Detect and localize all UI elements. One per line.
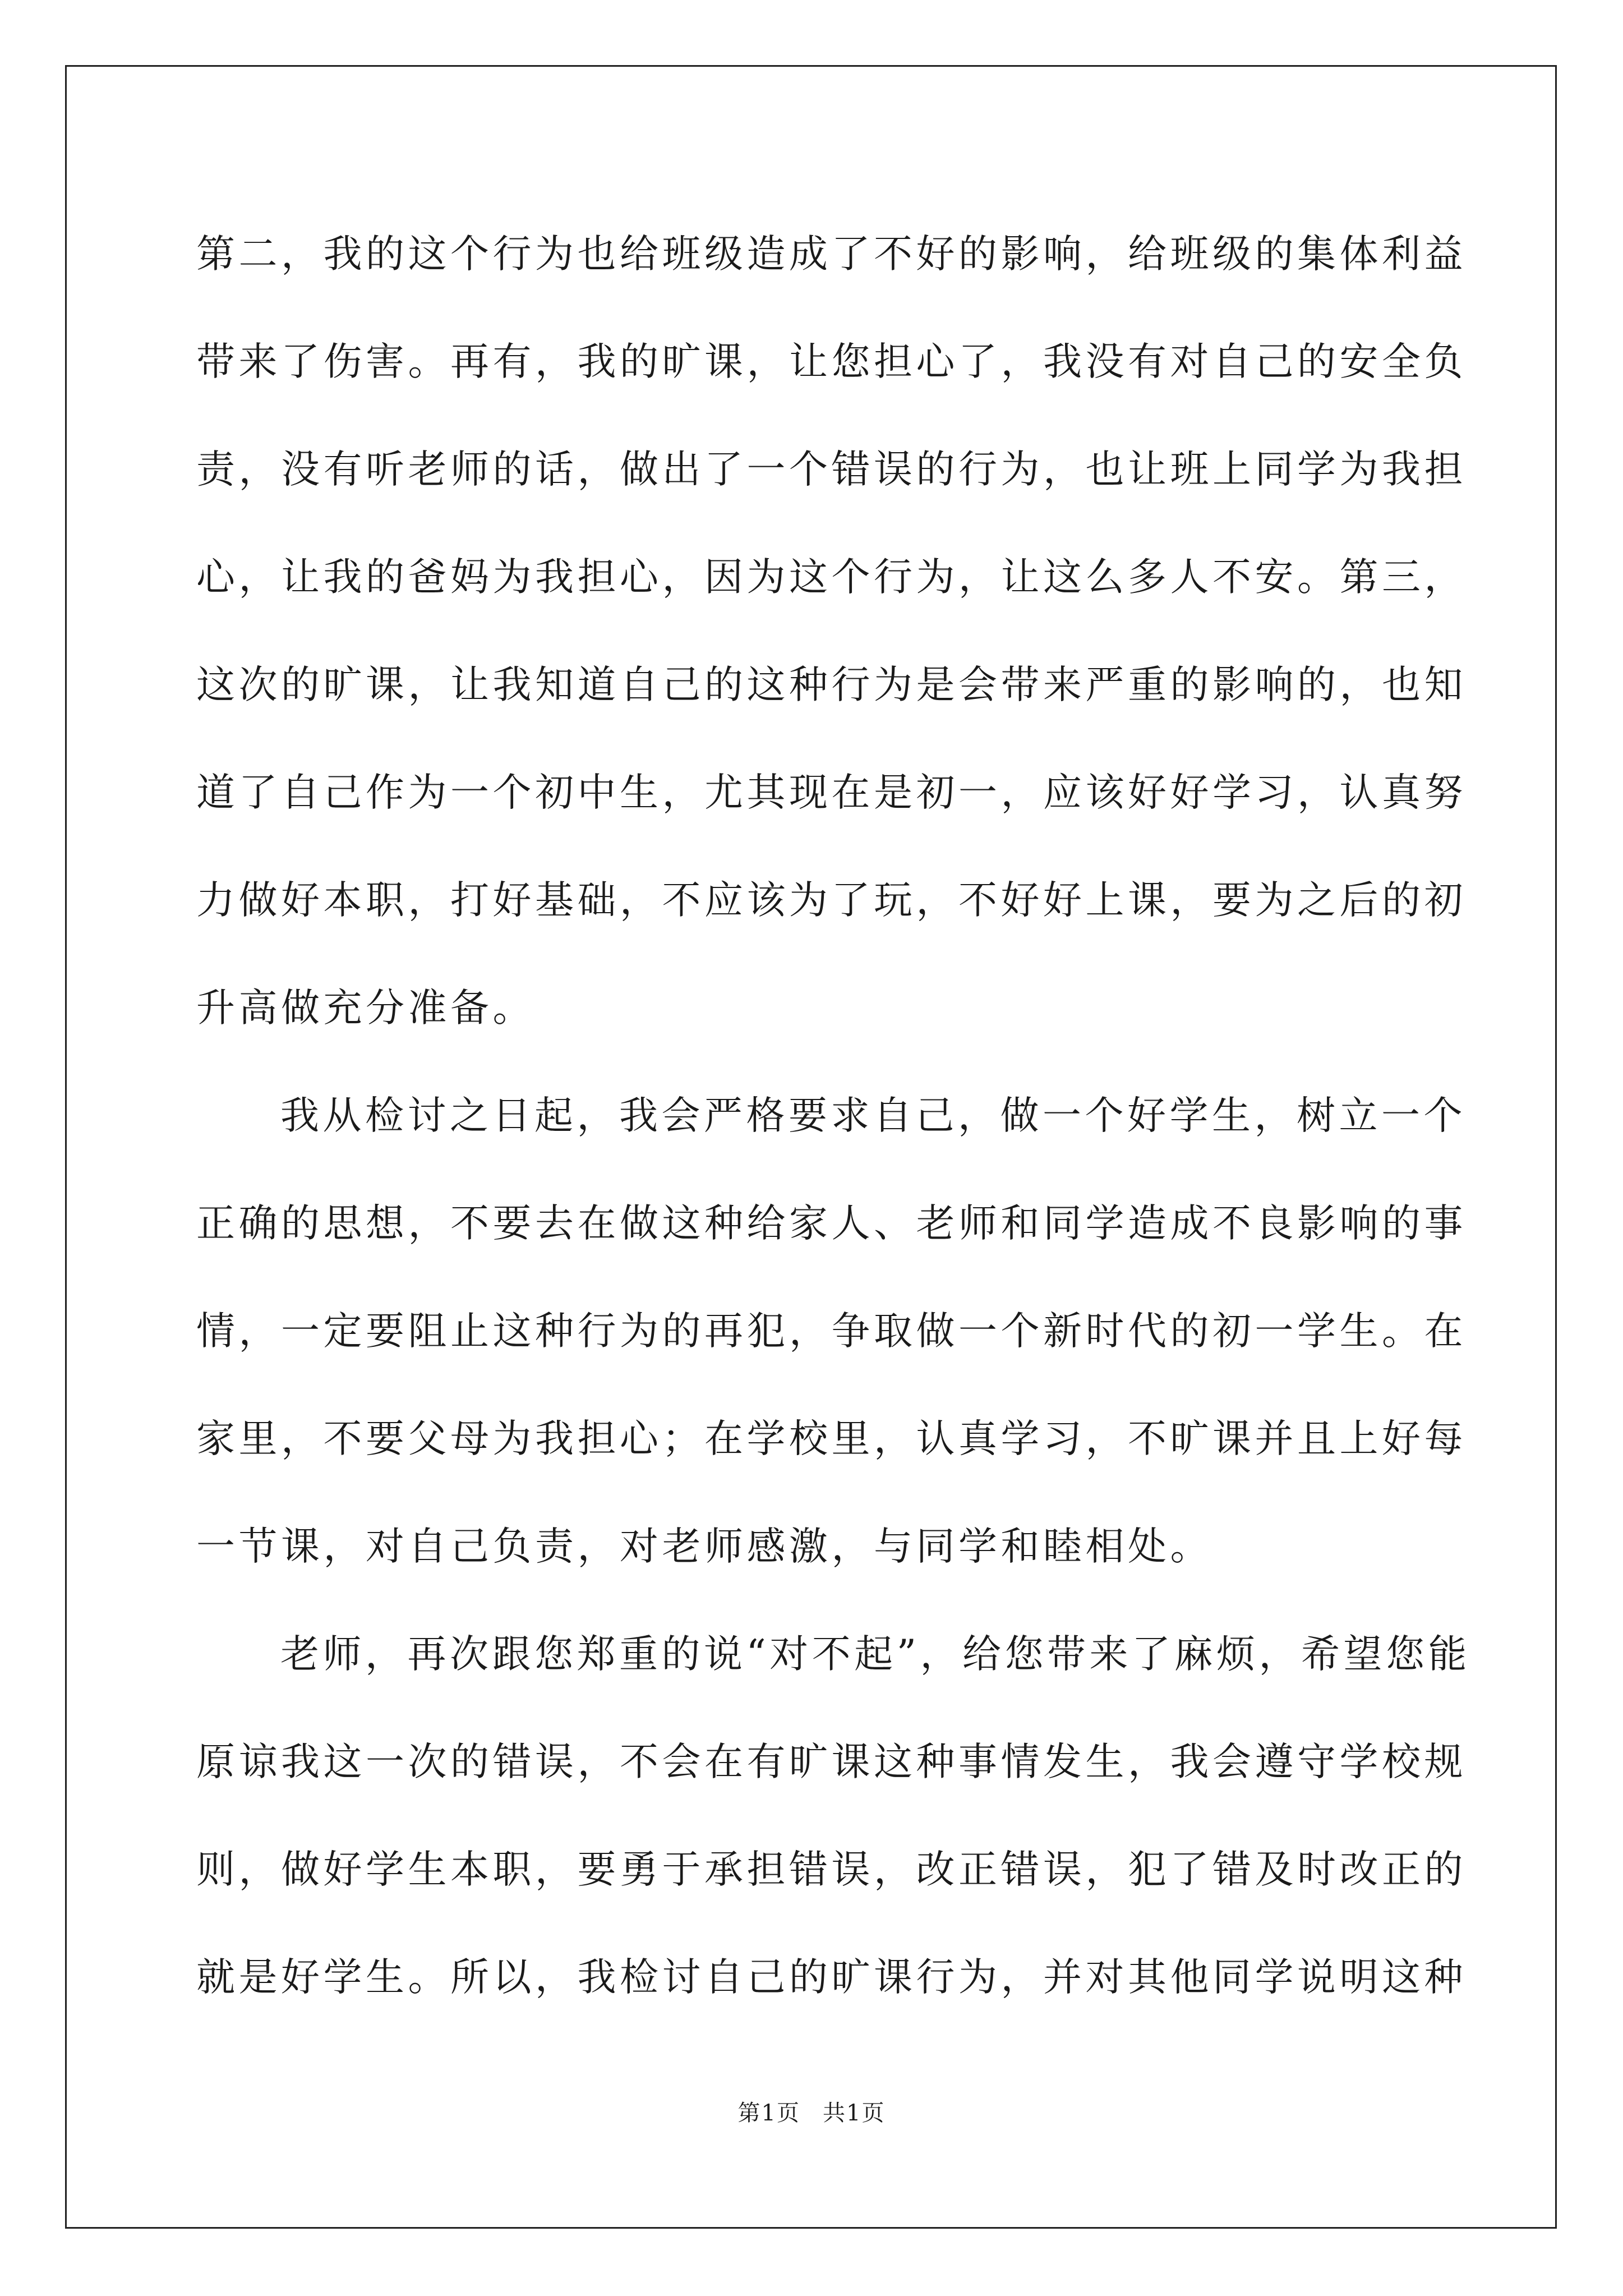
paragraph-3-line-1: 老师，再次跟您郑重的说“对不起”，给您带来了麻烦，希望您能 xyxy=(280,1632,1471,1677)
paragraph-3-line-4: 就是好学生。所以，我检讨自己的旷课行为，并对其他同学说明这种 xyxy=(196,1955,1467,2000)
paragraph-1-line-6: 道了自己作为一个初中生，尤其现在是初一，应该好好学习，认真努 xyxy=(196,770,1467,815)
paragraph-1-line-1: 第二，我的这个行为也给班级造成了不好的影响，给班级的集体利益 xyxy=(196,232,1467,277)
paragraph-3-line-3: 则，做好学生本职，要勇于承担错误，改正错误，犯了错及时改正的 xyxy=(196,1847,1467,1892)
page-number-total: 共1页 xyxy=(823,2100,886,2126)
paragraph-1-line-7: 力做好本职，打好基础，不应该为了玩，不好好上课，要为之后的初 xyxy=(196,878,1467,923)
paragraph-2-line-3: 情，一定要阻止这种行为的再犯，争取做一个新时代的初一学生。在 xyxy=(196,1309,1467,1354)
paragraph-1-line-4: 心，让我的爸妈为我担心，因为这个行为，让这么多人不安。第三， xyxy=(196,555,1467,600)
paragraph-1-line-5: 这次的旷课，让我知道自己的这种行为是会带来严重的影响的，也知 xyxy=(196,662,1467,707)
paragraph-2-line-2: 正确的思想，不要去在做这种给家人、老师和同学造成不良影响的事 xyxy=(196,1201,1467,1246)
document-body xyxy=(196,200,1471,2031)
paragraph-1-line-2: 带来了伤害。再有，我的旷课，让您担心了，我没有对自己的安全负 xyxy=(196,339,1467,384)
page-footer xyxy=(0,2095,1623,2127)
paragraph-1-line-8: 升高做充分准备。 xyxy=(196,986,535,1030)
paragraph-3-line-2: 原谅我这一次的错误，不会在有旷课这种事情发生，我会遵守学校规 xyxy=(196,1740,1467,1784)
paragraph-2-line-5: 一节课，对自己负责，对老师感激，与同学和睦相处。 xyxy=(196,1524,1212,1569)
paragraph-1-line-3: 责，没有听老师的话，做出了一个错误的行为，也让班上同学为我担 xyxy=(196,447,1467,492)
paragraph-2-line-4: 家里，不要父母为我担心；在学校里，认真学习，不旷课并且上好每 xyxy=(196,1416,1467,1461)
paragraph-2-line-1: 我从检讨之日起，我会严格要求自己，做一个好学生，树立一个 xyxy=(280,1093,1466,1138)
page-number-current: 第1页 xyxy=(737,2100,800,2126)
